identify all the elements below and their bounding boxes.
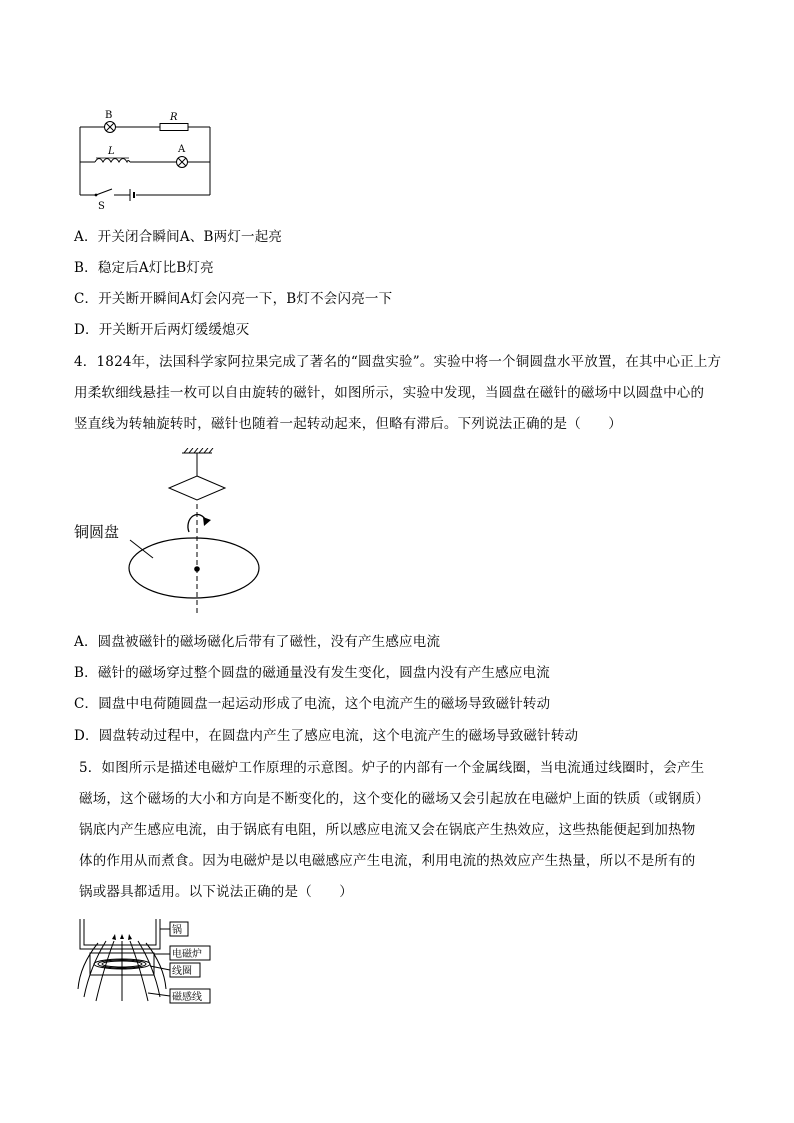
lamp-a-symbol	[177, 157, 188, 168]
q5-stem-line-2: 磁场，这个磁场的大小和方向是不断变化的，这个变化的磁场又会引起放在电磁炉上面的铁质（或钢质）	[79, 791, 710, 807]
label-inductor: L	[108, 146, 115, 157]
q4-option-d: D．圆盘转动过程中，在圆盘内产生了感应电流，这个电流产生的磁场导致磁针转动	[74, 728, 579, 744]
label-pot: 锅	[172, 925, 182, 936]
q3-option-a: A．开关闭合瞬间A、B两灯一起亮	[74, 229, 283, 245]
q4-stem-line-3: 竖直线为转轴旋转时，磁针也随着一起转动起来，但略有滞后。下列说法正确的是（ ）	[74, 416, 622, 432]
label-switch: S	[98, 201, 105, 212]
copper-disc	[129, 538, 259, 598]
label-cooker: 电磁炉	[172, 949, 202, 960]
q3-option-d: D．开关断开后两灯缓缓熄灭	[74, 322, 250, 338]
circuit-diagram	[70, 105, 220, 215]
label-field-lines: 磁感线	[172, 992, 202, 1003]
label-resistor: R	[170, 112, 178, 123]
q3-option-b: B．稳定后A灯比B灯亮	[74, 260, 214, 276]
q5-stem-line-1: 5．如图所示是描述电磁炉工作原理的示意图。炉子的内部有一个金属线圈，当电流通过线圈时，会产生	[79, 760, 705, 776]
copper-disc-diagram	[70, 448, 270, 620]
label-lamp-b: B	[105, 110, 113, 121]
q3-option-c: C．开关断开瞬间A灯会闪亮一下，B灯不会闪亮一下	[74, 291, 393, 307]
q4-option-b: B．磁针的磁场穿过整个圆盘的磁通量没有发生变化，圆盘内没有产生感应电流	[74, 665, 550, 681]
label-copper-disc: 铜圆盘	[74, 523, 120, 541]
q4-option-c: C．圆盘中电荷随圆盘一起运动形成了电流，这个电流产生的磁场导致磁针转动	[74, 696, 551, 712]
magnetic-needle	[169, 476, 225, 500]
label-coil: 线圈	[172, 966, 192, 977]
disc-center	[194, 566, 200, 572]
q4-option-a: A．圆盘被磁针的磁场磁化后带有了磁性，没有产生感应电流	[74, 634, 441, 650]
q4-stem-line-2: 用柔软细线悬挂一枚可以自由旋转的磁针，如图所示，实验中发现，当圆盘在磁针的磁场中以圆盘中心的	[74, 385, 705, 401]
q5-stem-line-4: 体的作用从而煮食。因为电磁炉是以电磁感应产生电流，利用电流的热效应产生热量，所以不是所有的	[79, 853, 696, 869]
q5-stem-line-5: 锅或器具都适用。以下说法正确的是（ ）	[79, 884, 353, 900]
induction-cooker-diagram	[76, 917, 216, 1009]
q4-stem-line-1: 4．1824年，法国科学家阿拉果完成了著名的“圆盘实验”。实验中将一个铜圆盘水平放置，在其中心正上方	[74, 354, 722, 370]
label-lamp-a: A	[178, 144, 186, 155]
battery-symbol	[130, 189, 134, 201]
q5-stem-line-3: 锅底内产生感应电流，由于锅底有电阻，所以感应电流又会在锅底产生热效应，这些热能便起到加热物	[79, 822, 696, 838]
resistor-symbol	[160, 124, 188, 131]
inductor-symbol	[95, 159, 130, 163]
lamp-b-symbol	[105, 122, 116, 133]
